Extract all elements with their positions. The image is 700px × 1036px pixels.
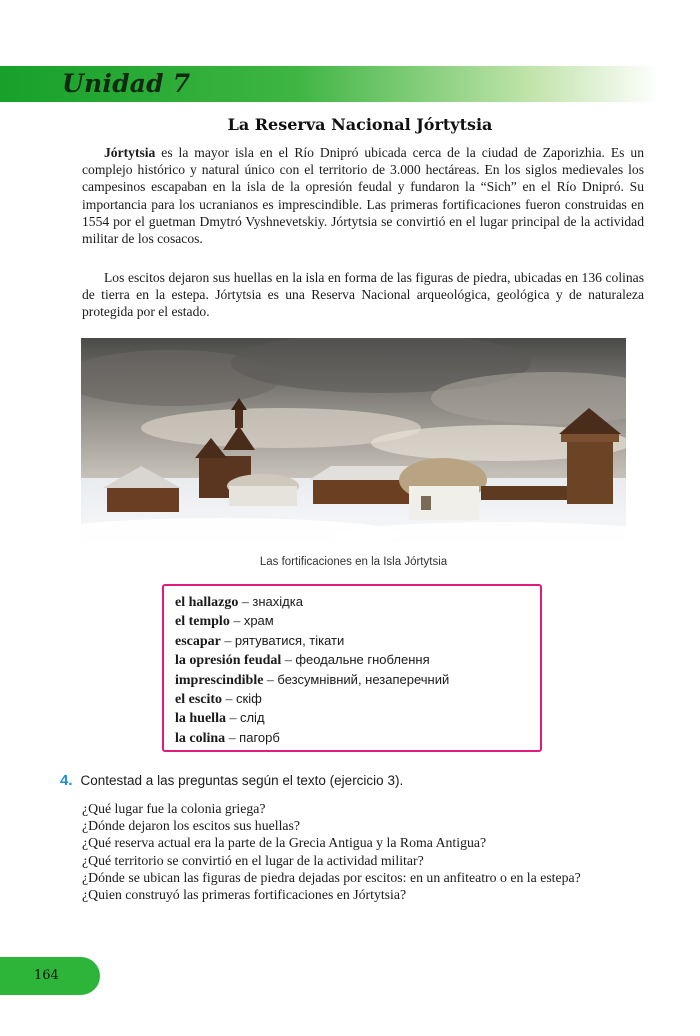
exercise-number: 4.	[60, 772, 73, 789]
question-list	[82, 800, 647, 903]
vocab-item: escapar – рятуватися, тікати	[175, 632, 345, 649]
page-number: 164	[34, 968, 59, 983]
exercise-instruction: Contestad a las preguntas según el texto (ejercicio 3).	[80, 773, 404, 788]
question-item: ¿Dónde se ubican las figuras de piedra dejadas por escitos: en un anfiteatro o en la estepa?	[82, 869, 581, 885]
vocabulary-box	[162, 584, 542, 752]
photo-caption: Las fortificaciones en la Isla Jórtytsia	[259, 556, 448, 568]
vocab-item: la opresión feudal – феодальне гноблення	[175, 652, 430, 669]
paragraph-2: Los escitos dejaron sus huellas en la isla en forma de las figuras de piedra, ubicadas en 136 colinas de tierra en la estepa. Jórtytsia es una Reserva Nacional arqueológica, geológica y de naturaleza protegida por el estado.	[82, 270, 644, 320]
vocab-item: la huella – слід	[175, 710, 265, 727]
article-title: La Reserva Nacional Jórtytsia	[227, 115, 493, 134]
question-item: ¿Quien construyó las primeras fortificaciones en Jórtytsia?	[82, 887, 407, 903]
paragraph-1-bold-term: Jórtytsia	[104, 145, 156, 160]
vocab-item: el templo – храм	[175, 613, 274, 630]
question-item: ¿Qué lugar fue la colonia griega?	[82, 801, 266, 816]
vocab-item: imprescindible – безсумнівний, незаперечний	[175, 671, 450, 688]
question-item: ¿Qué reserva actual era la parte de la Grecia Antigua y la Roma Antigua?	[82, 835, 487, 851]
unit-title: Unidad 7	[62, 69, 191, 98]
paragraph-1-text: es la mayor isla en el Río Dnipró ubicada cerca de la ciudad de Zaporizhia. Es un complejo histórico y natural único con el territorio de 3.000 hectáreas. En los siglos medievales los campesinos escapaban en la isla de la opresión feudal y fundaron la “Sich” en el Río Dnipró. Su importancia para los ucranianos es imprescindible. Las primeras fortificaciones fueron construidas en 1554 por el guetman Dmytró Vyshnevetskiy. Jórtytsia se convirtió en el lugar principal de la actividad militar de los cosacos.	[82, 145, 644, 247]
question-item: ¿Qué territorio se convirtió en el lugar de la actividad militar?	[82, 852, 424, 868]
question-item: ¿Dónde dejaron los escitos sus huellas?	[82, 818, 301, 834]
vocab-item: el escito – скіф	[175, 691, 262, 708]
vocab-item: el hallazgo – знахідка	[175, 594, 303, 610]
fortress-photo	[81, 338, 626, 542]
vocab-item: la colina – пагорб	[175, 729, 280, 746]
paragraph-1	[82, 144, 644, 247]
exercise-heading	[60, 772, 650, 789]
